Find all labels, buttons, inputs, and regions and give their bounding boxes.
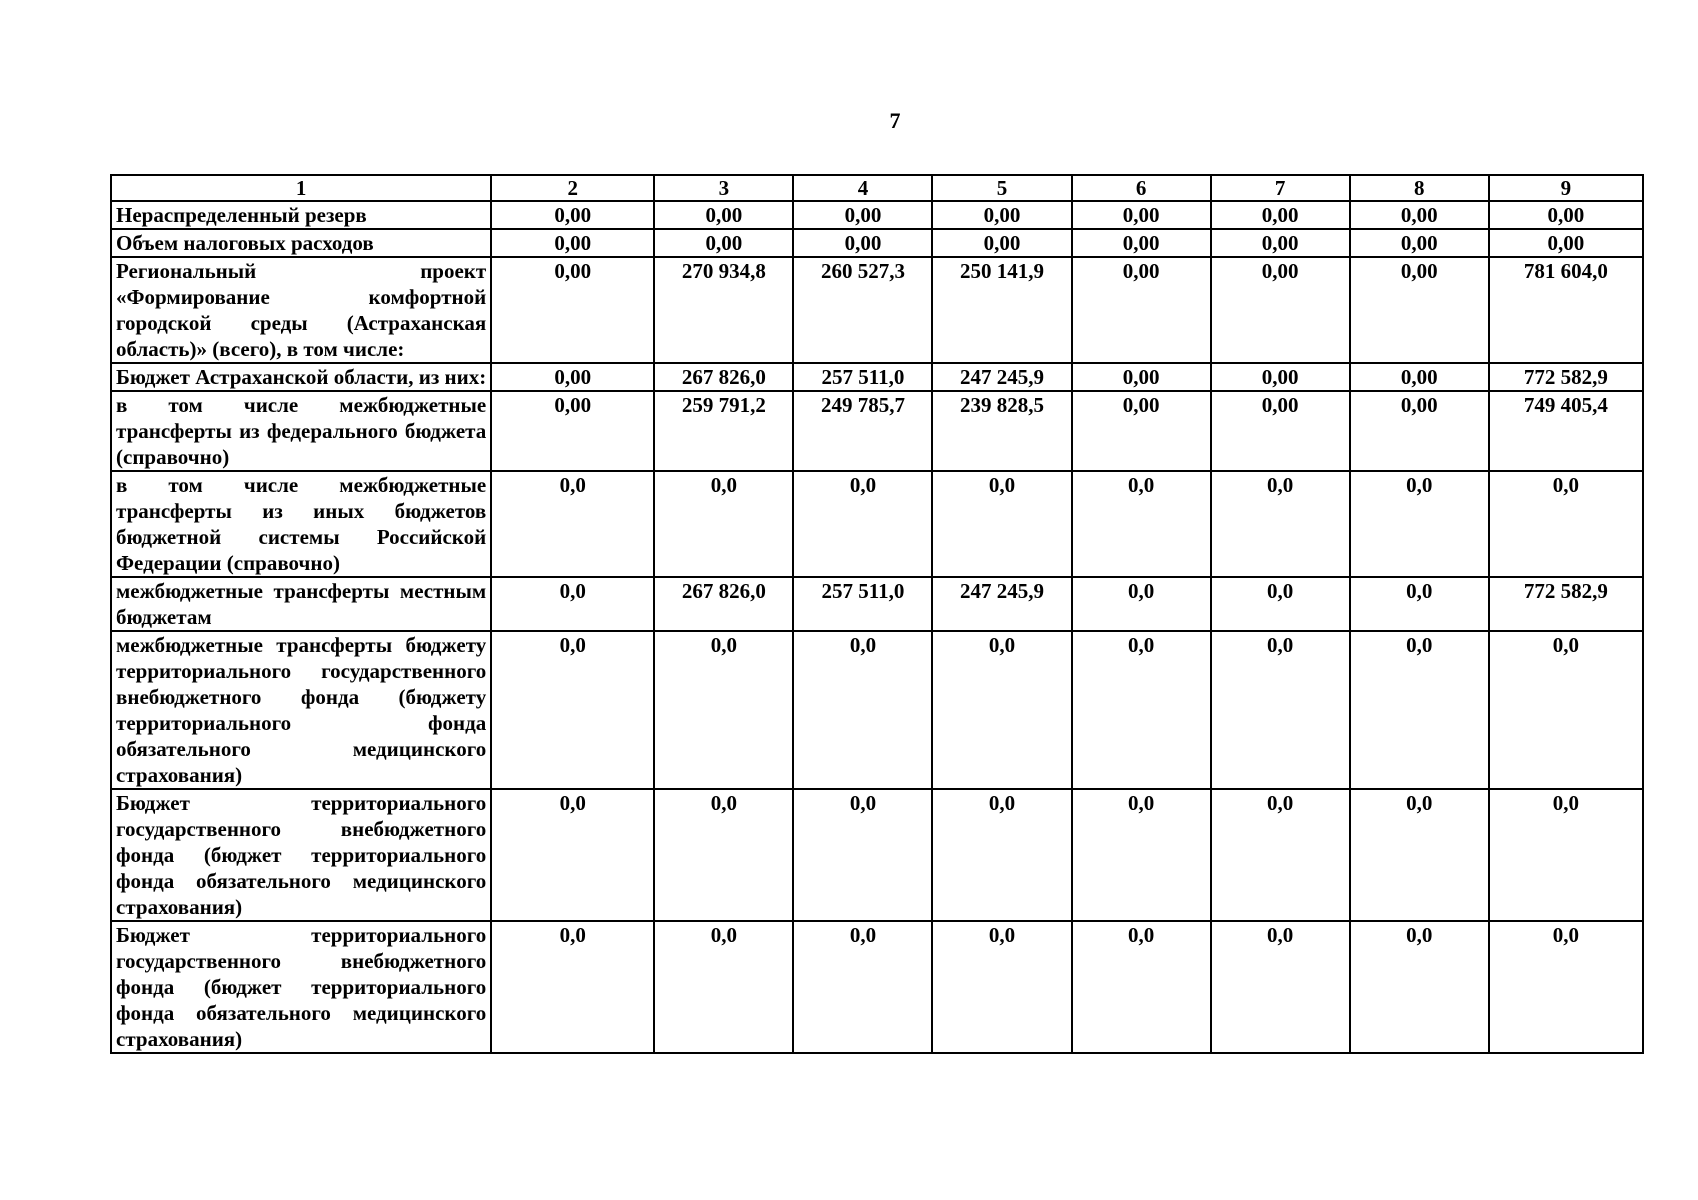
row-label: в том числе межбюджетные трансферты из федерального бюджета (справочно) bbox=[111, 391, 491, 471]
value-cell: 781 604,0 bbox=[1489, 257, 1643, 363]
value-cell: 0,00 bbox=[1072, 363, 1211, 391]
table-row bbox=[111, 631, 1643, 789]
value-cell: 0,00 bbox=[1211, 257, 1350, 363]
table-row bbox=[111, 391, 1643, 471]
value-cell: 259 791,2 bbox=[654, 391, 793, 471]
value-cell: 0,0 bbox=[932, 631, 1071, 789]
value-cell: 0,00 bbox=[932, 229, 1071, 257]
value-cell: 0,0 bbox=[932, 921, 1071, 1053]
value-cell: 0,00 bbox=[1350, 201, 1489, 229]
value-cell: 0,00 bbox=[1350, 257, 1489, 363]
value-cell: 0,0 bbox=[793, 471, 932, 577]
value-cell: 0,00 bbox=[491, 363, 654, 391]
table-row bbox=[111, 363, 1643, 391]
value-cell: 0,0 bbox=[491, 921, 654, 1053]
value-cell: 260 527,3 bbox=[793, 257, 932, 363]
value-cell: 0,0 bbox=[654, 471, 793, 577]
value-cell: 0,0 bbox=[793, 789, 932, 921]
value-cell: 0,00 bbox=[491, 201, 654, 229]
value-cell: 0,0 bbox=[932, 471, 1071, 577]
value-cell: 0,0 bbox=[1211, 471, 1350, 577]
value-cell: 249 785,7 bbox=[793, 391, 932, 471]
column-header: 5 bbox=[932, 175, 1071, 201]
value-cell: 0,0 bbox=[1072, 789, 1211, 921]
column-header: 3 bbox=[654, 175, 793, 201]
value-cell: 0,0 bbox=[654, 631, 793, 789]
table-row bbox=[111, 257, 1643, 363]
row-label: межбюджетные трансферты местным бюджетам bbox=[111, 577, 491, 631]
value-cell: 0,0 bbox=[1072, 921, 1211, 1053]
value-cell: 257 511,0 bbox=[793, 363, 932, 391]
value-cell: 0,0 bbox=[491, 789, 654, 921]
row-label: межбюджетные трансферты бюджету территориального государственного внебюджетного фонда (бюджету территориального фонда обязательного медицинского страхования) bbox=[111, 631, 491, 789]
value-cell: 772 582,9 bbox=[1489, 363, 1643, 391]
row-label: Бюджет Астраханской области, из них: bbox=[111, 363, 491, 391]
row-label: Нераспределенный резерв bbox=[111, 201, 491, 229]
value-cell: 0,00 bbox=[654, 229, 793, 257]
value-cell: 0,00 bbox=[491, 229, 654, 257]
table-row bbox=[111, 201, 1643, 229]
value-cell: 0,0 bbox=[1350, 631, 1489, 789]
value-cell: 0,00 bbox=[793, 201, 932, 229]
column-header: 6 bbox=[1072, 175, 1211, 201]
value-cell: 0,0 bbox=[1072, 577, 1211, 631]
value-cell: 0,0 bbox=[1072, 471, 1211, 577]
value-cell: 0,0 bbox=[1489, 471, 1643, 577]
row-label: Объем налоговых расходов bbox=[111, 229, 491, 257]
value-cell: 0,00 bbox=[1489, 229, 1643, 257]
value-cell: 0,0 bbox=[1489, 921, 1643, 1053]
row-label: Бюджет территориального государственного внебюджетного фонда (бюджет территориального фонда обязательного медицинского страхования) bbox=[111, 921, 491, 1053]
value-cell: 0,00 bbox=[1072, 201, 1211, 229]
column-header: 7 bbox=[1211, 175, 1350, 201]
value-cell: 0,0 bbox=[1350, 577, 1489, 631]
value-cell: 0,00 bbox=[1211, 363, 1350, 391]
value-cell: 267 826,0 bbox=[654, 363, 793, 391]
value-cell: 0,00 bbox=[932, 201, 1071, 229]
column-header: 4 bbox=[793, 175, 932, 201]
value-cell: 0,0 bbox=[793, 631, 932, 789]
column-header: 2 bbox=[491, 175, 654, 201]
value-cell: 0,00 bbox=[1489, 201, 1643, 229]
row-label: Региональный проект «Формирование комфортной городской среды (Астраханская область)» (всего), в том числе: bbox=[111, 257, 491, 363]
value-cell: 0,0 bbox=[654, 921, 793, 1053]
value-cell: 0,00 bbox=[1072, 391, 1211, 471]
table-row bbox=[111, 471, 1643, 577]
value-cell: 0,0 bbox=[1350, 921, 1489, 1053]
value-cell: 0,0 bbox=[1211, 921, 1350, 1053]
value-cell: 749 405,4 bbox=[1489, 391, 1643, 471]
value-cell: 267 826,0 bbox=[654, 577, 793, 631]
value-cell: 0,00 bbox=[654, 201, 793, 229]
value-cell: 0,00 bbox=[1211, 391, 1350, 471]
page-number: 7 bbox=[889, 108, 901, 133]
value-cell: 0,0 bbox=[491, 577, 654, 631]
table-row bbox=[111, 921, 1643, 1053]
value-cell: 0,00 bbox=[1211, 229, 1350, 257]
value-cell: 250 141,9 bbox=[932, 257, 1071, 363]
row-label: в том числе межбюджетные трансферты из иных бюджетов бюджетной системы Российской Федерации (справочно) bbox=[111, 471, 491, 577]
value-cell: 239 828,5 bbox=[932, 391, 1071, 471]
value-cell: 0,0 bbox=[1350, 789, 1489, 921]
table-row bbox=[111, 577, 1643, 631]
value-cell: 0,0 bbox=[1211, 789, 1350, 921]
value-cell: 0,00 bbox=[1211, 201, 1350, 229]
table-body bbox=[111, 201, 1643, 1053]
value-cell: 0,00 bbox=[1350, 229, 1489, 257]
value-cell: 0,0 bbox=[1489, 631, 1643, 789]
column-header: 9 bbox=[1489, 175, 1643, 201]
value-cell: 772 582,9 bbox=[1489, 577, 1643, 631]
value-cell: 0,00 bbox=[793, 229, 932, 257]
value-cell: 0,0 bbox=[1072, 631, 1211, 789]
value-cell: 0,0 bbox=[491, 471, 654, 577]
value-cell: 0,0 bbox=[793, 921, 932, 1053]
value-cell: 0,0 bbox=[1211, 577, 1350, 631]
value-cell: 0,00 bbox=[1072, 229, 1211, 257]
value-cell: 0,0 bbox=[1350, 471, 1489, 577]
table-row bbox=[111, 789, 1643, 921]
budget-table bbox=[110, 174, 1644, 1054]
value-cell: 0,00 bbox=[491, 257, 654, 363]
value-cell: 0,0 bbox=[654, 789, 793, 921]
value-cell: 0,0 bbox=[932, 789, 1071, 921]
value-cell: 247 245,9 bbox=[932, 363, 1071, 391]
value-cell: 0,00 bbox=[1072, 257, 1211, 363]
column-header: 1 bbox=[111, 175, 491, 201]
value-cell: 270 934,8 bbox=[654, 257, 793, 363]
row-label: Бюджет территориального государственного внебюджетного фонда (бюджет территориального фонда обязательного медицинского страхования) bbox=[111, 789, 491, 921]
value-cell: 0,00 bbox=[491, 391, 654, 471]
value-cell: 0,0 bbox=[491, 631, 654, 789]
header-row bbox=[111, 175, 1643, 201]
value-cell: 0,0 bbox=[1211, 631, 1350, 789]
value-cell: 0,00 bbox=[1350, 363, 1489, 391]
value-cell: 247 245,9 bbox=[932, 577, 1071, 631]
value-cell: 0,00 bbox=[1350, 391, 1489, 471]
table-row bbox=[111, 229, 1643, 257]
column-header: 8 bbox=[1350, 175, 1489, 201]
value-cell: 0,0 bbox=[1489, 789, 1643, 921]
value-cell: 257 511,0 bbox=[793, 577, 932, 631]
